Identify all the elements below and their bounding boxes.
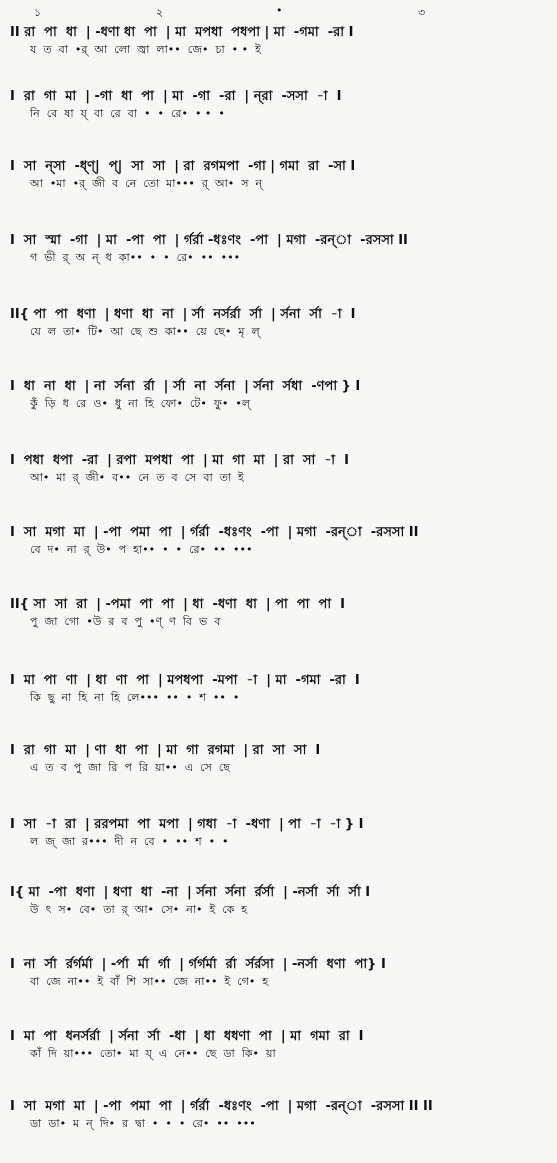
lyric-line: য ত বা •র্ আ লো জ্বা লা•• জে• চা • • ই <box>30 43 261 56</box>
notation-block <box>0 956 557 990</box>
notation-line: I সা ন্‌সা -ধ্ণ্| প্| সা সা | রা রগমপা -গা | গমা রা -সা I <box>10 159 356 174</box>
notation-block <box>0 816 557 850</box>
notation-block <box>0 742 557 776</box>
notation-line: I পধা ধপা -রা | রপা মপধা পা | মা গা মা | রা সা -া I <box>10 453 349 468</box>
notation-line: I মা পা ণা | ধা ণা পা | মপধপা -মপা -া | মা -গমা -রা I <box>10 673 360 688</box>
notation-block <box>0 524 557 558</box>
notation-line: II{ পা পা ধণা | ধণা ধা না | র্সা নর্সর্রা র্সা | র্সনা র্সা -া I <box>10 307 356 322</box>
notation-line: I রা গা মা | ণা ধা পা | মা গা রগমা | রা সা সা I <box>10 743 321 758</box>
notation-line: I ধা না ধা | না র্সনা র্রা | র্সা না র্সনা | র্সনা র্সধা -ণপা } I <box>10 379 361 394</box>
notation-line: I{ মা -পা ধণা | ধণা ধা -না | র্সনা র্সনা র্রর্সা | -নর্সা র্সা র্সা I <box>10 885 371 900</box>
notation-block <box>0 884 557 918</box>
notation-block <box>0 88 557 122</box>
lyric-line: আ •মা •র্ জী ব নে তো মা••• র্ আ• স ন্ <box>30 177 263 190</box>
notation-line: I না র্সা র্রর্গর্মা | -র্পা র্মা র্গা | র্গর্গর্মা র্রা র্সর্রসা | -নর্সা ধণা পা} I <box>10 957 386 972</box>
notation-line: I সা মগা মা | -পা পমা পা | র্গর্রা -ধঃণং -পা | মগা -রন্‌া -রসসা II II <box>10 1099 433 1114</box>
lyric-line: আ• মা র্ জী• ব•• নে ত ব সে বা তা ই <box>30 471 244 484</box>
notation-block <box>0 1028 557 1062</box>
notation-block <box>0 1098 557 1132</box>
notation-block <box>0 378 557 412</box>
notation-block <box>0 24 557 58</box>
lyric-line: উ ৎ স• বে• তা র্ আ• সে• না• ই কে হ <box>30 903 248 916</box>
notation-line: II রা পা ধা | -ধণা ধা পা | মা মপধা পধপা | মা -গমা -রা I <box>10 25 354 40</box>
lyric-line: নি বে ষা য্ বা রে বা • • রে• • • • <box>30 107 225 120</box>
beat-number-3: ৩ <box>418 6 426 19</box>
lyric-line: ডা ডা• ম ন্ দি• র দ্বা • • • রে• •• ••• <box>30 1117 256 1130</box>
beat-marker: • <box>276 4 283 17</box>
beat-number-2: ২ <box>156 6 164 19</box>
lyric-line: বা জে না•• ই বাঁ শি সা•• জে না•• ই গে• হ <box>30 975 269 988</box>
lyric-line: কি ছু না হি না হি লে••• •• • শ •• • <box>30 691 240 704</box>
lyric-line: কাঁ দি য়া••• তো• মা য্ এ নে•• ছে ডা কি• য়া <box>30 1047 276 1060</box>
beat-number-1: ১ <box>34 6 42 19</box>
notation-line: I সা -া রা | ররপমা পা মপা | গধা -া -ধণা | পা -া -া } I <box>10 817 364 832</box>
lyric-line: বে দ• না র্ উ• প হা•• • • রে• •• ••• <box>30 543 253 556</box>
notation-block <box>0 452 557 486</box>
lyric-line: এ ত ব পু জা রি প রি য়া•• এ সে ছে <box>30 761 230 774</box>
notation-block <box>0 232 557 266</box>
lyric-line: পু জা গো •উ র ব পু •ণ্ ণ বি ভ ব <box>30 615 221 628</box>
notation-block <box>0 158 557 192</box>
notation-line: II{ সা সা রা | -পমা পা পা | ধা -ধণা ধা | পা পা পা I <box>10 597 345 612</box>
lyric-line: ল জ্ জা র••• দী ন বে • •• শ • • <box>30 835 229 848</box>
notation-line: I মা পা ধনর্সর্রা | র্সনা র্সা -ধা | ধা ধধণা পা | মা গমা রা I <box>10 1029 364 1044</box>
notation-line: I রা গা মা | -গা ধা পা | মা -গা -রা | ন্‌রা -সসা -া I <box>10 89 342 104</box>
notation-block <box>0 306 557 340</box>
lyric-line: যে ল তা• টি• আ ছে শু কা•• য়ে ছে• মৃ ল্ <box>30 325 260 338</box>
beat-numbers <box>0 4 557 20</box>
lyric-line: কুঁ ড়ি ধ রে ও• ধু না হি ফো• টে• ফু• •ল্ <box>30 397 251 410</box>
notation-line: I সা মগা মা | -পা পমা পা | র্গর্রা -ধঃণং -পা | মগা -রন্‌া -রসসা II <box>10 525 419 540</box>
notation-line: I সা স্মা -গা | মা -পা পা | র্গর্রা -ধঃণং -পা | মগা -রন্‌া -রসসা II <box>10 233 408 248</box>
notation-block <box>0 672 557 706</box>
lyric-line: গ ভী র্ অ ন্ ধ কা•• • • রে• •• ••• <box>30 251 241 264</box>
notation-block <box>0 596 557 630</box>
